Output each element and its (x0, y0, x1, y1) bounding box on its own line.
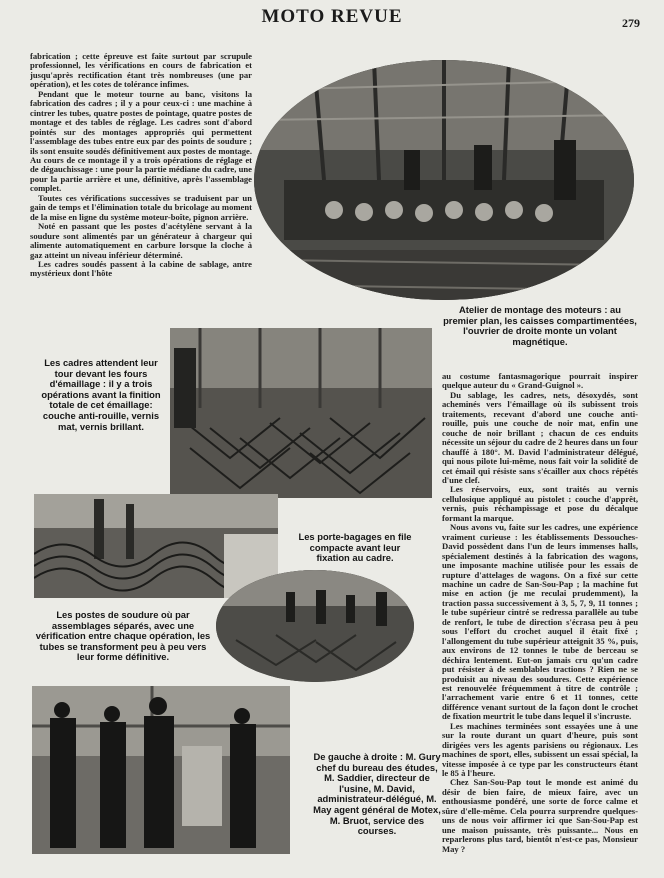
caption-assembly-shop: Atelier de montage des moteurs : au premier plan, les caisses compartimentées, l'ouvrier de droite monte un volant magnétique. (443, 304, 637, 347)
engine-assembly-photo (254, 60, 634, 300)
paragraph: Chez San-Sou-Pap tout le monde est animé du désir de bien faire, de mieux faire, avec un enthousiasme pondéré, une sorte de force calme et sûre d'elle-même. Cela pourra surprendre quelques-uns de nous voir affirmer ici que San-Sou-Pap est une maison puissante, très puissante... Nous en reparlerons plus tard, bientôt n'est-ce pas, Monsieur May ? (442, 777, 638, 854)
paragraph: Les réservoirs, eux, sont traités au vernis cellulosique appliqué au pistolet : couche d'apprêt, vernis, puis réchampissage et pose du décalque formant la marque. (442, 484, 638, 523)
paragraph: fabrication ; cette épreuve est faite surtout par scrupule professionnel, les vérifications en cours de fabrication et jusqu'après rectification étant très nombreuses (une par opération), et les cotes de tolérance infimes. (30, 52, 252, 90)
masthead: MOTO REVUE (261, 6, 403, 27)
frames-waiting-photo (170, 328, 432, 498)
right-text-column (442, 372, 638, 862)
paragraph: Les machines terminées sont essayées une à une sur la route durant un quart d'heure, puis sont dirigées vers les agents parisiens ou régionaux. Les machines de sport, elles, subissent un essai spécial, la vitesse imposée à ce type par les constructeurs étant le 85 à l'heure. (442, 720, 638, 779)
caption-luggage-racks: Les porte-bagages en file compacte avant leur fixation au cadre. (298, 531, 412, 564)
page-number: 279 (622, 16, 640, 30)
caption-people: De gauche à droite : M. Gury chef du bureau des études, M. Saddier, directeur de l'usine, M. David, administrateur-délégué, M. May agent général de Motex, M. Bruot, service des courses. (313, 751, 441, 837)
paragraph: Les cadres soudés passent à la cabine de sablage, antre mystérieux dont l'hôte (30, 258, 252, 279)
paragraph: Noté en passant que les postes d'acétylène servant à la soudure sont alimentés par un générateur à chargeur qui alimente automatiquement en carbure lorsque la cloche à gaz atteint un niveau inférieur déterminé. (30, 221, 252, 260)
caption-frames-waiting: Les cadres attendent leur tour devant les fours d'émaillage : il y a trois opérations avant la finition totale de cet émaillage: couche anti-rouille, vernis mat, vernis brillant. (41, 357, 161, 432)
paragraph: au costume fantasmagorique pourrait inspirer quelque auteur du « Grand-Guignol ». (442, 372, 638, 391)
welding-posts-photo (216, 570, 414, 682)
luggage-racks-photo (34, 494, 278, 598)
paragraph: Pendant que le moteur tourne au banc, visitons la fabrication des cadres ; il y a pour ceux-ci : une machine à cintrer les tubes, quatre postes de pointage, quatre postes de montage et des tables de réglage. Les cadres sont d'abord pointés sur des montages appropriés qui permettent l'assemblage des tubes entre eux par des points de soudure ; ils sont ensuite soudés définitivement aux postes de montage. Au cours de ce montage il y a trois opérations de réglage et de dégauchissage : une pour la partie médiane du cadre, une pour la partie arrière et une, définitive, après l'assemblage complet. (30, 88, 252, 194)
paragraph: Nous avons vu, faite sur les cadres, une expérience vraiment curieuse : les établissements Dessouches-David possèdent dans l'un de leurs immenses halls, spécialement destinés à la fabrication des wagons, une imposante machine utilisée pour les essais de rupture d'attelages de wagons. On a fixé sur cette machine un cadre de San-Sou-Pap ; la machine fut mise en action (je me reculai prudemment), la traction passa successivement à 3, 5, 7, 9, 11 tonnes ; le tube supérieur cintré se redressa parallèle au tube de renfort, le tube de direction s'écrasa peu à peu sous l'effort du crochet auquel il était fixé ; l'allongement du tube supérieur atteignit 35 %, puis, aux environs de 12 tonnes le tube de berceau se déchira lentement. Eut-on jamais cru qu'un cadre put résister à de semblables tractions ? Rien ne se produisit au niveau des soudures. Cette expérience est renouvelée fréquemment à titre de contrôle ; l'arrachement varie entre 6 et 11 tonnes, cette différence venant surtout de la façon dont le crochet de fixation meurtrit le tube dans lequel il s'incruste. (442, 522, 638, 722)
caption-welding-posts: Les postes de soudure où par assemblages séparés, avec une vérification entre chaque opération, les tubes se transforment peu à peu vers leur forme définitive. (35, 609, 211, 663)
paragraph: Toutes ces vérifications successives se traduisent par un gain de temps et l'élimination totale du bricolage au moment de la mise en ligne du système moteur-boîte, pignon arrière. (30, 192, 252, 222)
group-portrait-photo (32, 686, 290, 854)
left-text-column (30, 52, 252, 312)
paragraph: Du sablage, les cadres, nets, désoxydés, sont acheminés vers l'émaillage où ils subissent trois traitements, recevant d'abord une couche anti-rouille, puis une couche de noir mat, enfin une couche de noir brillant ; chacun de ces enduits nécessite un séjour du cadre de 2 heures dans un four chauffé à 180°. M. David l'administrateur délégué, qui nous pilote lui-même, nous fait voir la solidité de cet émail qui résiste sans s'écailler aux chocs répétés d'une clef. (442, 389, 638, 485)
